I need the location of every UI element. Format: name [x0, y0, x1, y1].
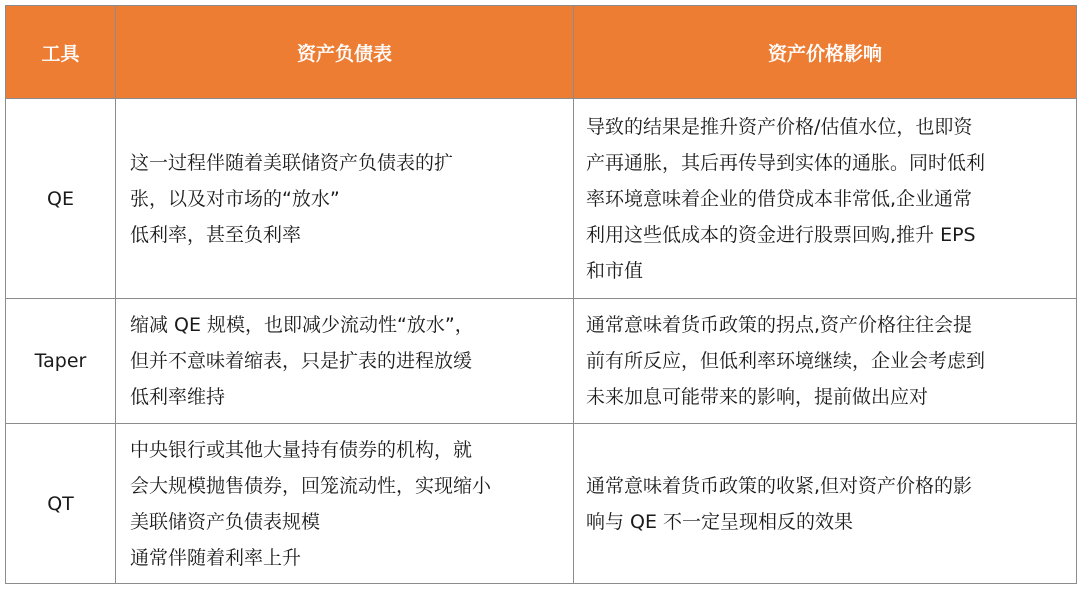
tool-cell: QE [6, 99, 116, 299]
header-balance-sheet: 资产负债表 [116, 6, 574, 99]
price-impact-cell [574, 299, 1077, 424]
text-line: 响与 QE 不一定呈现相反的效果 [586, 510, 854, 533]
table-row [6, 299, 1077, 424]
table-container [5, 5, 1077, 584]
header-price-impact: 资产价格影响 [574, 6, 1077, 99]
text-line: 张，以及对市场的“放水” [130, 187, 340, 210]
text-line: 产再通胀，其后再传导到实体的通胀。同时低利 [586, 151, 986, 174]
price-impact-cell [574, 424, 1077, 584]
header-tool: 工具 [6, 6, 116, 99]
text-line: 利用这些低成本的资金进行股票回购,推升 EPS [586, 223, 976, 246]
qe-taper-qt-table [5, 5, 1077, 584]
text-line: 中央银行或其他大量持有债券的机构，就 [130, 438, 473, 461]
text-line: 但并不意味着缩表，只是扩表的进程放缓 [130, 350, 473, 372]
text-line: 导致的结果是推升资产价格/估值水位，也即资 [586, 115, 973, 138]
text-line: 率环境意味着企业的借贷成本非常低,企业通常 [586, 187, 973, 210]
text-line: 通常伴随着利率上升 [130, 546, 302, 569]
table-row [6, 99, 1077, 299]
price-impact-cell [574, 99, 1077, 299]
text-line: 低利率，甚至负利率 [130, 223, 302, 246]
table-header-row [6, 6, 1077, 99]
balance-sheet-cell [116, 424, 574, 584]
text-line: 前有所反应，但低利率环境继续，企业会考虑到 [586, 350, 986, 372]
text-line: 和市值 [586, 259, 644, 282]
text-line: 通常意味着货币政策的收紧,但对资产价格的影 [586, 474, 973, 497]
balance-sheet-cell [116, 299, 574, 424]
balance-sheet-cell [116, 99, 574, 299]
text-line: 通常意味着货币政策的拐点,资产价格往往会提 [586, 314, 973, 336]
text-line: 这一过程伴随着美联储资产负债表的扩 [130, 151, 454, 174]
text-line: 低利率维持 [130, 386, 226, 408]
table-row [6, 424, 1077, 584]
tool-cell: QT [6, 424, 116, 584]
text-line: 缩减 QE 规模，也即减少流动性“放水”， [130, 314, 474, 336]
text-line: 会大规模抛售债券，回笼流动性，实现缩小 [130, 474, 492, 497]
text-line: 未来加息可能带来的影响，提前做出应对 [586, 386, 929, 408]
text-line: 美联储资产负债表规模 [130, 510, 321, 533]
tool-cell: Taper [6, 299, 116, 424]
